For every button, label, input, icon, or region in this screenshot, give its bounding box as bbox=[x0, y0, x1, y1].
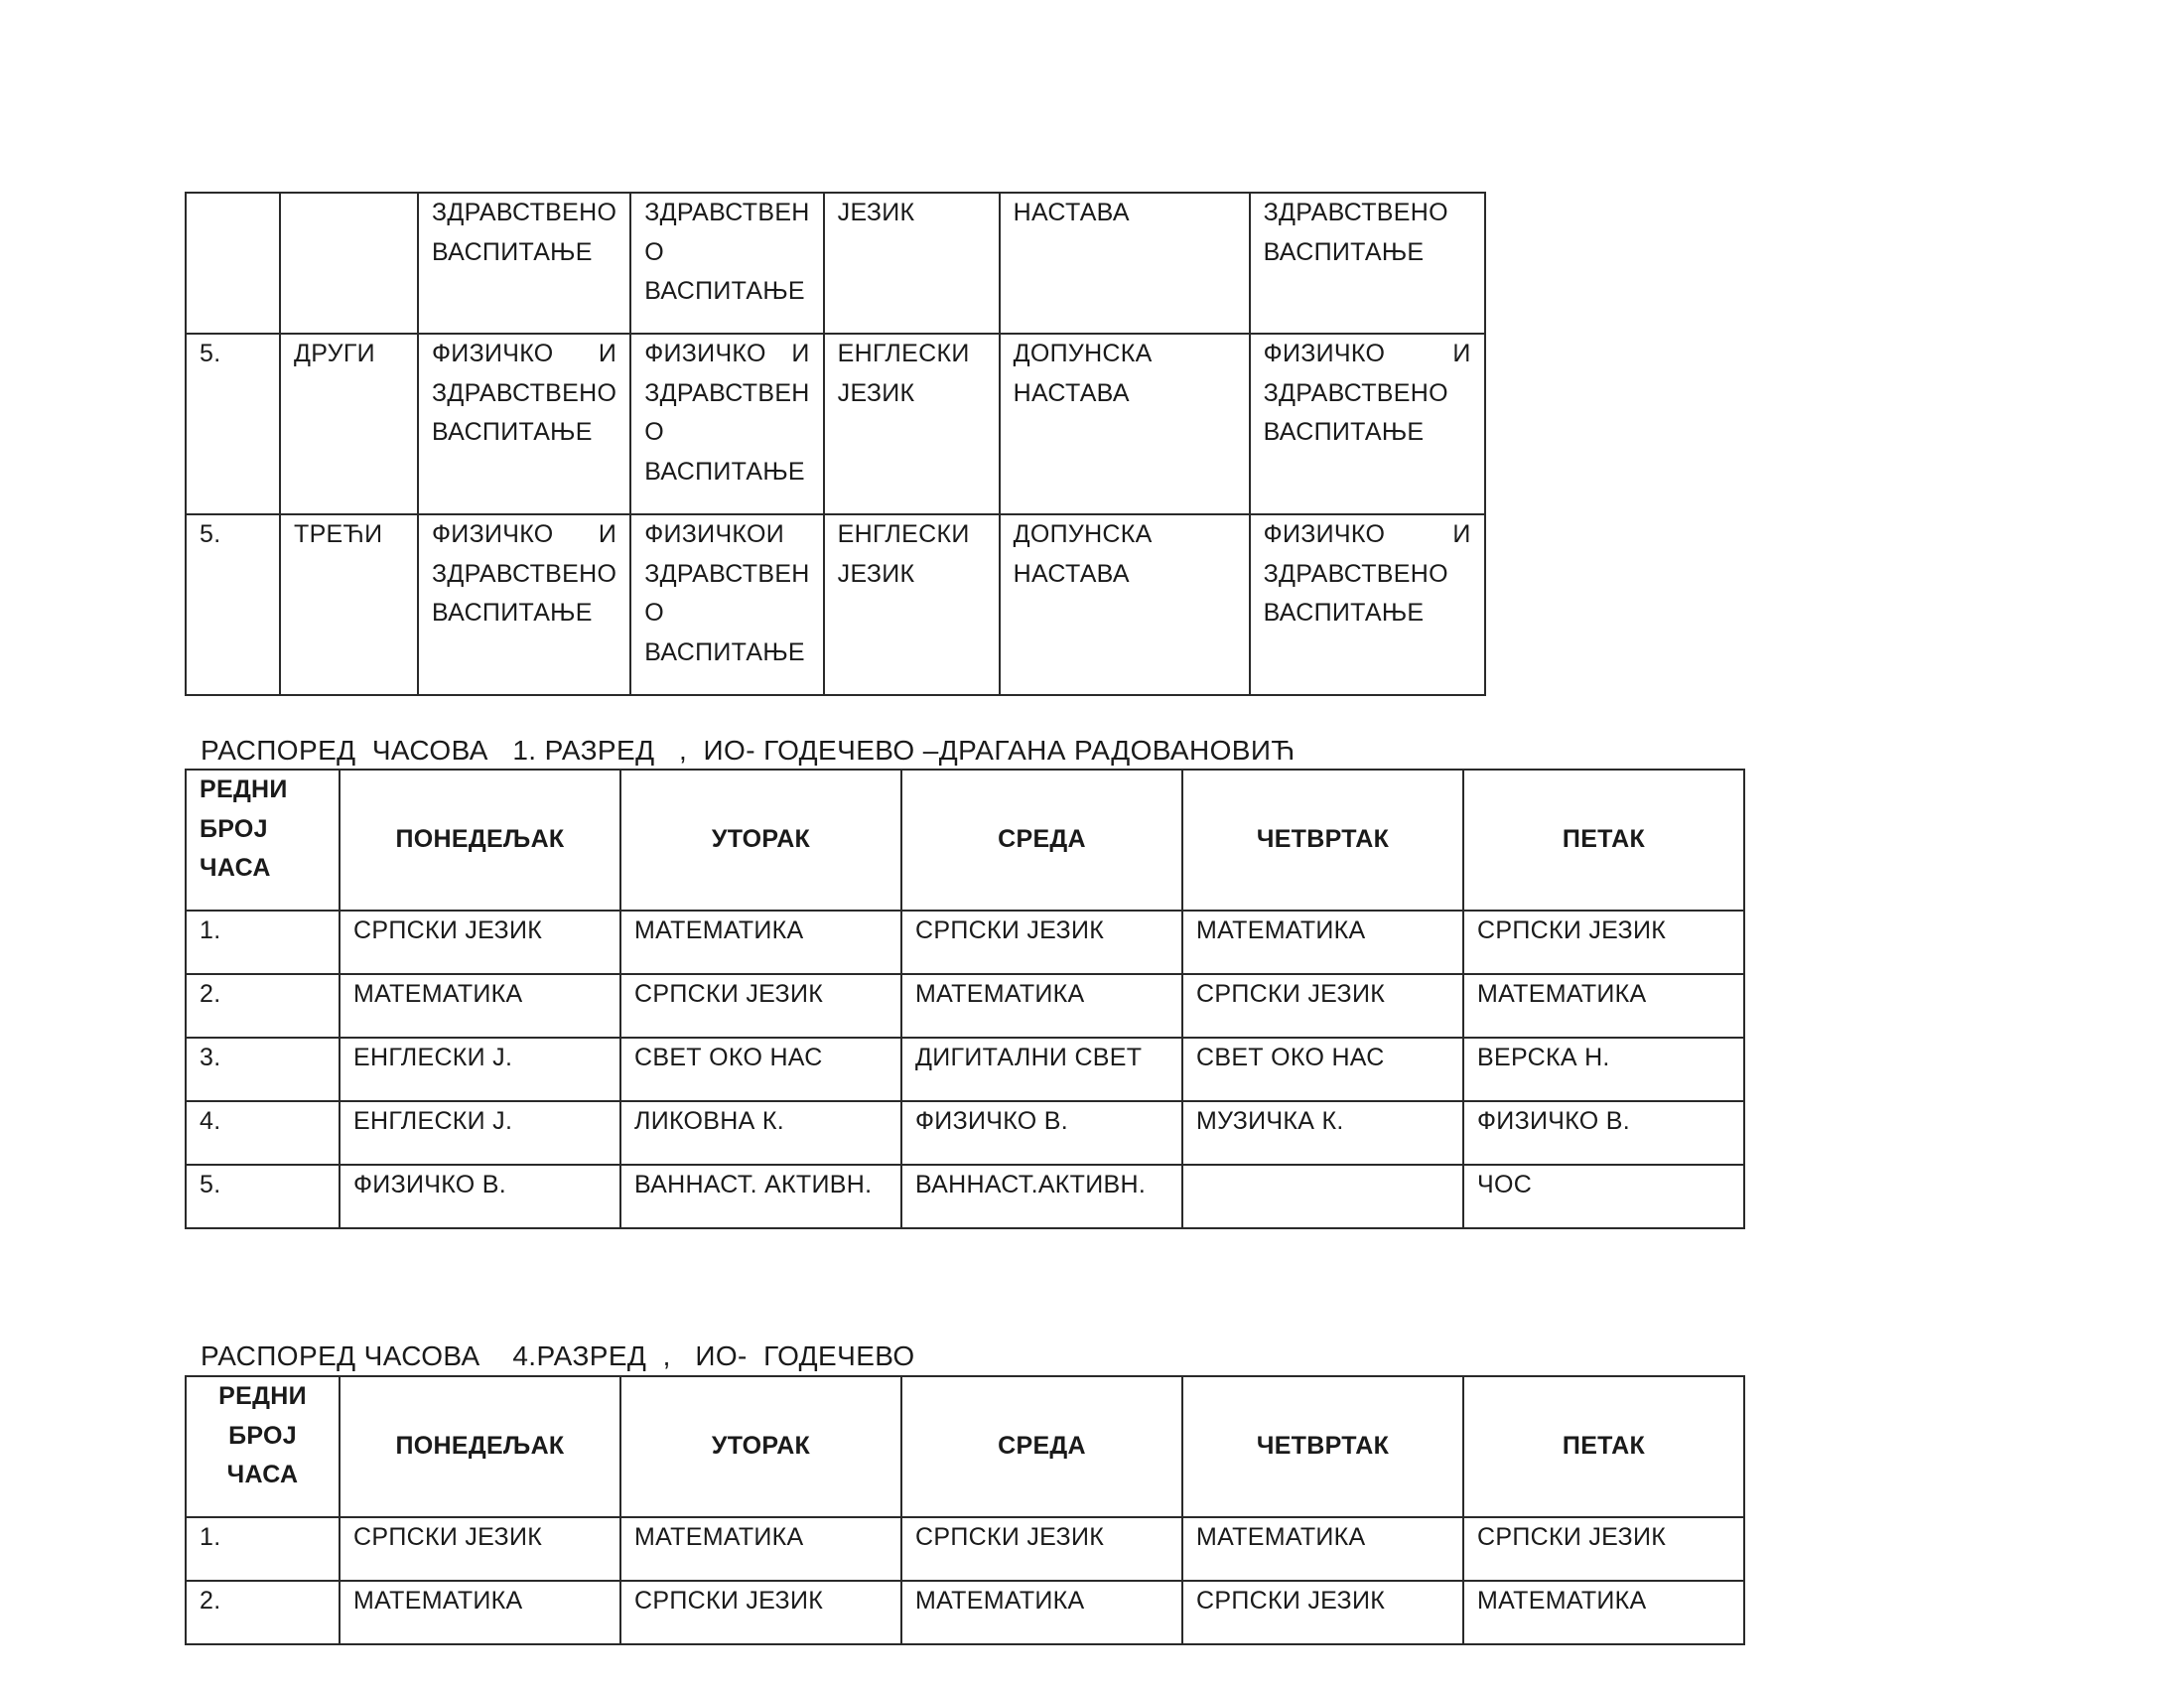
cell-line: 5. bbox=[200, 340, 221, 367]
table-cell bbox=[1250, 514, 1485, 695]
subject-cell: МАТЕМАТИКА bbox=[340, 1581, 620, 1644]
subject-cell: ЛИКОВНА К. bbox=[620, 1101, 901, 1165]
table-cell bbox=[280, 334, 418, 514]
cell-line: НАСТАВА bbox=[1013, 199, 1130, 226]
subject-cell: СРПСКИ ЈЕЗИК bbox=[340, 911, 620, 974]
subject-cell: ФИЗИЧКО В. bbox=[901, 1101, 1182, 1165]
column-header-day bbox=[340, 770, 620, 911]
column-header-day bbox=[1463, 1376, 1744, 1517]
table-cell bbox=[186, 514, 280, 695]
table-cell bbox=[418, 193, 630, 334]
table-cell bbox=[418, 334, 630, 514]
subject-cell: ВЕРСКА Н. bbox=[1463, 1038, 1744, 1101]
cell-line: ПЕТАК bbox=[1562, 1432, 1646, 1461]
table-row bbox=[186, 1581, 1744, 1644]
cell-line: ЕНГЛЕСКИ bbox=[837, 340, 970, 367]
cell-line: ЗДРАВСТВЕН bbox=[644, 559, 810, 588]
column-header-day bbox=[1182, 1376, 1463, 1517]
schedule-4-caption: РАСПОРЕД ЧАСОВА 4.РАЗРЕД , ИО- ГОДЕЧЕВО bbox=[201, 1340, 915, 1371]
cell-line: ДОПУНСКА bbox=[1013, 340, 1153, 367]
subject-cell: СРПСКИ ЈЕЗИК bbox=[620, 974, 901, 1038]
cell-line: УТОРАК bbox=[711, 1432, 811, 1461]
table-row bbox=[186, 1101, 1744, 1165]
cell-line: СРЕДА bbox=[998, 1432, 1086, 1461]
cell-line: ФИЗИЧКО И bbox=[432, 340, 617, 367]
table-row bbox=[186, 974, 1744, 1038]
column-header-day bbox=[901, 770, 1182, 911]
table-cell bbox=[1000, 193, 1250, 334]
subject-cell: СРПСКИ ЈЕЗИК bbox=[620, 1581, 901, 1644]
slot-number-cell: 2. bbox=[186, 974, 340, 1038]
cell-line: ФИЗИЧКО И bbox=[432, 520, 617, 548]
cell-line: ПОНЕДЕЉАК bbox=[395, 1432, 565, 1461]
cell-line: ЈЕЗИК bbox=[837, 199, 915, 226]
column-header-day bbox=[1182, 770, 1463, 911]
cell-line: ЗДРАВСТВЕН bbox=[644, 378, 810, 407]
cell-line: ДОПУНСКА bbox=[1013, 520, 1153, 548]
slot-number-cell: 4. bbox=[186, 1101, 340, 1165]
subject-cell: МАТЕМАТИКА bbox=[1182, 1517, 1463, 1581]
cell-line: ВАСПИТАЊЕ bbox=[644, 277, 805, 305]
slot-number-cell: 2. bbox=[186, 1581, 340, 1644]
subject-cell: МАТЕМАТИКА bbox=[620, 1517, 901, 1581]
cell-line: ПЕТАК bbox=[1562, 825, 1646, 854]
subject-cell: ФИЗИЧКО В. bbox=[1463, 1101, 1744, 1165]
table-row bbox=[186, 193, 1485, 334]
subject-cell: СРПСКИ ЈЕЗИК bbox=[1463, 1517, 1744, 1581]
schedule-4-table bbox=[185, 1375, 1745, 1645]
column-header-day bbox=[620, 770, 901, 911]
table-cell bbox=[824, 193, 1000, 334]
slot-number-cell: 1. bbox=[186, 1517, 340, 1581]
subject-cell: СРПСКИ ЈЕЗИК bbox=[1463, 911, 1744, 974]
header-row bbox=[186, 1376, 1744, 1517]
subject-cell: СВЕТ ОКО НАС bbox=[620, 1038, 901, 1101]
subject-cell: ДИГИТАЛНИ СВЕТ bbox=[901, 1038, 1182, 1101]
subject-cell: МАТЕМАТИКА bbox=[901, 1581, 1182, 1644]
subject-cell: СВЕТ ОКО НАС bbox=[1182, 1038, 1463, 1101]
subject-cell: ЕНГЛЕСКИ Ј. bbox=[340, 1101, 620, 1165]
table-row bbox=[186, 334, 1485, 514]
table-cell bbox=[1000, 514, 1250, 695]
cell-line: ЕНГЛЕСКИ bbox=[837, 520, 970, 548]
cell-line: ЗДРАВСТВЕНО bbox=[1263, 559, 1448, 588]
subject-cell: СРПСКИ ЈЕЗИК bbox=[1182, 974, 1463, 1038]
table-row bbox=[186, 911, 1744, 974]
subject-cell: ЧОС bbox=[1463, 1165, 1744, 1228]
cell-line: ФИЗИЧКОИ bbox=[644, 520, 785, 548]
subject-cell: МАТЕМАТИКА bbox=[1463, 974, 1744, 1038]
subject-cell: СРПСКИ ЈЕЗИК bbox=[901, 911, 1182, 974]
subject-cell: ЕНГЛЕСКИ Ј. bbox=[340, 1038, 620, 1101]
column-header-day bbox=[620, 1376, 901, 1517]
cell-line: ВАСПИТАЊЕ bbox=[644, 637, 805, 666]
cell-line: ФИЗИЧКО И bbox=[1263, 520, 1471, 548]
table-cell bbox=[630, 193, 823, 334]
slot-number-cell: 3. bbox=[186, 1038, 340, 1101]
cell-line: ЧЕТВРТАК bbox=[1256, 825, 1390, 854]
table-cell bbox=[1000, 334, 1250, 514]
table-row bbox=[186, 1038, 1744, 1101]
table-cell bbox=[418, 514, 630, 695]
cell-line: ЧАСА bbox=[226, 1461, 299, 1488]
slot-number-cell: 1. bbox=[186, 911, 340, 974]
table-cell bbox=[630, 334, 823, 514]
cell-line: НАСТАВА bbox=[1013, 378, 1130, 407]
cell-line: ЗДРАВСТВЕНО bbox=[1263, 378, 1448, 407]
cell-line: ЗДРАВСТВЕН bbox=[644, 199, 810, 226]
cell-line: ДРУГИ bbox=[294, 340, 375, 367]
subject-cell: МУЗИЧКА К. bbox=[1182, 1101, 1463, 1165]
subject-cell: ВАННАСТ.АКТИВН. bbox=[901, 1165, 1182, 1228]
cell-line: БРОЈ bbox=[200, 814, 268, 843]
subject-cell: МАТЕМАТИКА bbox=[901, 974, 1182, 1038]
table-cell bbox=[630, 514, 823, 695]
cell-line: ВАСПИТАЊЕ bbox=[432, 418, 593, 446]
cell-line: ВАСПИТАЊЕ bbox=[1263, 599, 1425, 627]
cell-line: ЈЕЗИК bbox=[837, 378, 915, 407]
subject-cell: СРПСКИ ЈЕЗИК bbox=[1182, 1581, 1463, 1644]
cell-line: ВАСПИТАЊЕ bbox=[644, 457, 805, 486]
cell-line: О bbox=[644, 237, 664, 266]
cell-line: ФИЗИЧКО И bbox=[644, 340, 810, 367]
cell-line: ЗДРАВСТВЕНО bbox=[1263, 199, 1448, 226]
cell-line: О bbox=[644, 418, 664, 446]
subject-cell: МАТЕМАТИКА bbox=[620, 911, 901, 974]
subject-cell: СРПСКИ ЈЕЗИК bbox=[901, 1517, 1182, 1581]
cell-line: ЗДРАВСТВЕНО bbox=[432, 199, 617, 226]
table-cell bbox=[824, 514, 1000, 695]
column-header-day bbox=[340, 1376, 620, 1517]
cell-line: ВАСПИТАЊЕ bbox=[432, 599, 593, 627]
cell-line: ТРЕЋИ bbox=[294, 520, 383, 548]
subject-cell: СРПСКИ ЈЕЗИК bbox=[340, 1517, 620, 1581]
table-cell bbox=[186, 334, 280, 514]
cell-line: ЈЕЗИК bbox=[837, 559, 915, 588]
column-header-slot bbox=[186, 770, 340, 911]
cell-line: О bbox=[644, 599, 664, 627]
header-row bbox=[186, 770, 1744, 911]
cell-line: РЕДНИ bbox=[218, 1382, 307, 1410]
cell-line: НАСТАВА bbox=[1013, 559, 1130, 588]
cell-line: ВАСПИТАЊЕ bbox=[1263, 418, 1425, 446]
table-cell bbox=[824, 334, 1000, 514]
cell-line: УТОРАК bbox=[711, 825, 811, 854]
slot-number-cell: 5. bbox=[186, 1165, 340, 1228]
cell-line: ЗДРАВСТВЕНО bbox=[432, 378, 617, 407]
cell-line: 5. bbox=[200, 520, 221, 548]
cell-line: СРЕДА bbox=[998, 825, 1086, 854]
column-header-slot bbox=[186, 1376, 340, 1517]
cell-line: БРОЈ bbox=[228, 1421, 297, 1450]
schedule-1-caption: РАСПОРЕД ЧАСОВА 1. РАЗРЕД , ИО- ГОДЕЧЕВО –ДРАГАНА РАДОВАНОВИЋ bbox=[201, 735, 1296, 766]
table-cell bbox=[1250, 193, 1485, 334]
subject-cell: МАТЕМАТИКА bbox=[1182, 911, 1463, 974]
table-cell bbox=[280, 193, 418, 334]
subject-cell: ВАННАСТ. АКТИВН. bbox=[620, 1165, 901, 1228]
cell-line: ВАСПИТАЊЕ bbox=[432, 237, 593, 266]
table-cell bbox=[186, 193, 280, 334]
table-cell bbox=[1250, 334, 1485, 514]
cell-line: ЧАСА bbox=[200, 854, 271, 882]
cell-line: ФИЗИЧКО И bbox=[1263, 340, 1471, 367]
continued-schedule-table bbox=[185, 192, 1486, 696]
subject-cell: МАТЕМАТИКА bbox=[1463, 1581, 1744, 1644]
table-row bbox=[186, 1165, 1744, 1228]
cell-line: ЗДРАВСТВЕНО bbox=[432, 559, 617, 588]
cell-line: ЧЕТВРТАК bbox=[1256, 1432, 1390, 1461]
column-header-day bbox=[1463, 770, 1744, 911]
cell-line: ВАСПИТАЊЕ bbox=[1263, 237, 1425, 266]
subject-cell: ФИЗИЧКО В. bbox=[340, 1165, 620, 1228]
schedule-1-table bbox=[185, 769, 1745, 1229]
table-row bbox=[186, 1517, 1744, 1581]
table-cell bbox=[280, 514, 418, 695]
subject-cell bbox=[1182, 1165, 1463, 1228]
cell-line: ПОНЕДЕЉАК bbox=[395, 825, 565, 854]
column-header-day bbox=[901, 1376, 1182, 1517]
cell-line: РЕДНИ bbox=[200, 775, 288, 803]
subject-cell: МАТЕМАТИКА bbox=[340, 974, 620, 1038]
table-row bbox=[186, 514, 1485, 695]
